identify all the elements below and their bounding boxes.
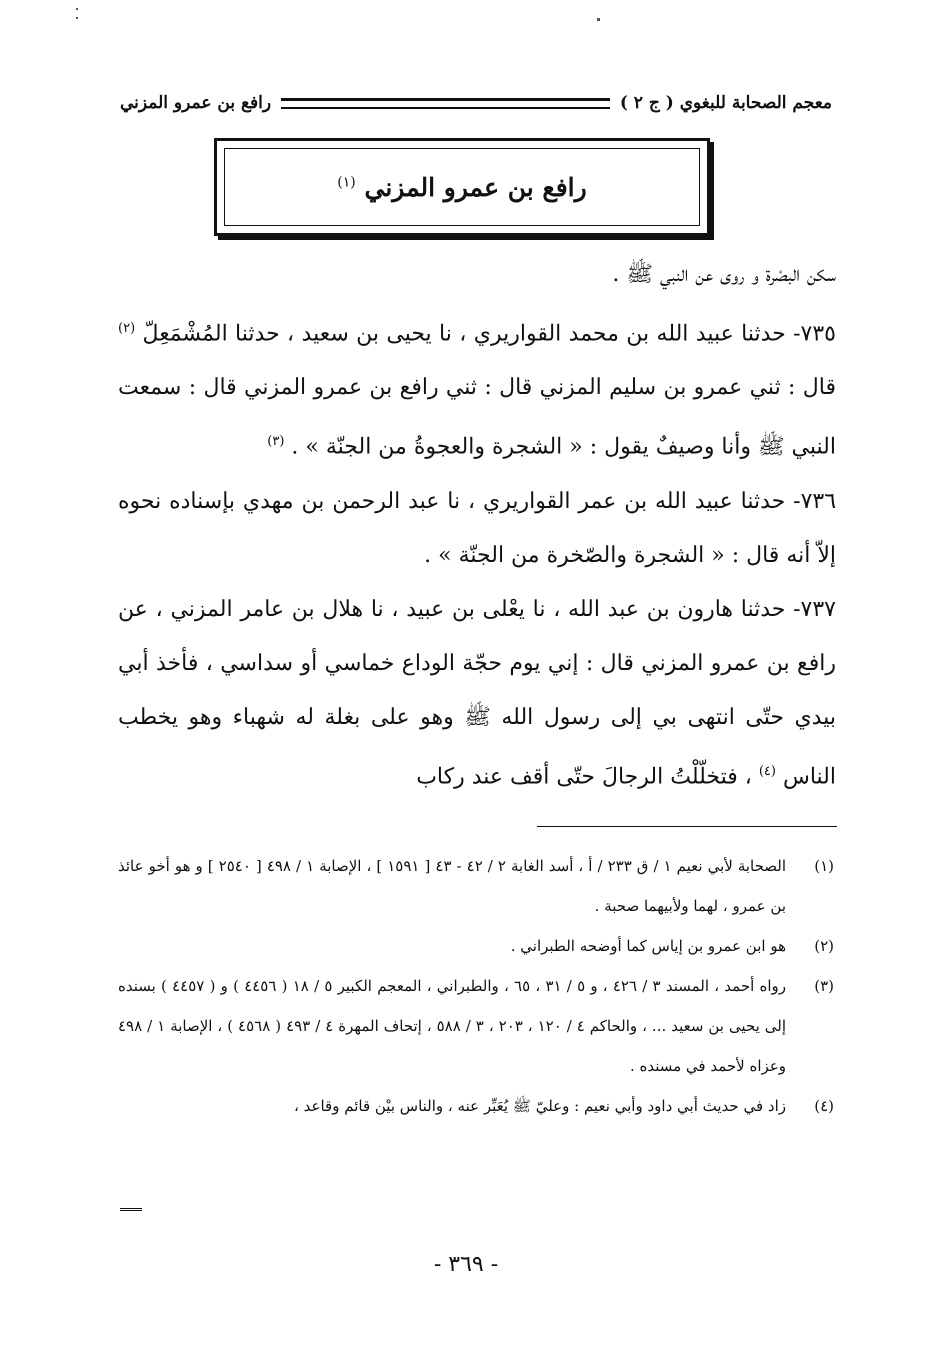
hadith-736: ٧٣٦- حدثنا عبيد الله بن عمر القواريري ، نا عبد الرحمن بن مهدي بإسناده نحوه إلاّ أنه قال : « الشجرة والصّخرة من الجنّة » . [118, 488, 837, 568]
footnote-text: الصحابة لأبي نعيم ١ / ق ٢٣٣ / أ ، أسد الغابة ٢ / ٤٢ - ٤٣ [ ١٥٩١ ] ، الإصابة ١ / ٤٩٨ [ ٢٥٤٠ ] و هو أخو عائذ بن عمرو ، لهما ولأبيهما صحبة . [118, 857, 787, 915]
header-rule [281, 98, 610, 109]
footnote-1 [118, 846, 834, 926]
footnote-3 [118, 966, 834, 1086]
page-number: - ٣٦٩ - [433, 1252, 499, 1277]
footnote-4 [118, 1086, 834, 1126]
footnote-ref: (١) [337, 174, 356, 191]
footnote-ref: (٤) [758, 763, 776, 779]
footnote-number: (١) [814, 857, 834, 875]
header-chapter-title: رافع بن عمرو المزني [120, 93, 272, 113]
main-text [118, 248, 836, 804]
footnote-separator [537, 826, 837, 827]
entry-title-box [214, 138, 710, 236]
footnote-text: زاد في حديث أبي داود وأبي نعيم : وعليّ ﷺ يُعَبِّر عنه ، والناس بيْن قائم وقاعد ، [294, 1097, 786, 1115]
scan-speck [597, 18, 600, 21]
intro-paragraph: سكن البصْرة و روى عن النبي ﷺ . [612, 262, 836, 287]
scan-speck [76, 8, 78, 10]
hadith-737-text-cont: ، فتخلّلْتُ الرجالَ حتّى أقف عند ركاب [416, 763, 752, 789]
footnote-ref: (٣) [267, 434, 285, 450]
hadith-735 [118, 302, 836, 475]
footnotes [118, 846, 834, 1126]
scan-speck [76, 17, 78, 19]
entry-title [337, 173, 586, 202]
entry-title-text: رافع بن عمرو المزني [364, 172, 587, 202]
running-header [120, 88, 832, 118]
footnote-number: (٤) [814, 1097, 834, 1115]
footnote-2 [118, 926, 834, 966]
hadith-737 [118, 583, 836, 804]
hadith-735-text: ٧٣٥- حدثنا عبيد الله بن محمد القواريري ، نا يحيى بن سعيد ، حدثنا المُشْمَعِلّ [142, 321, 836, 347]
continuation-mark [120, 1208, 142, 1211]
hadith-735-text-cont: قال : ثني عمرو بن سليم المزني قال : ثني رافع بن عمرو المزني قال : سمعت النبي ﷺ وأنا وصيفٌ يقول : « الشجرة والعجوةُ من الجنّة » . [118, 375, 836, 460]
footnote-text: رواه أحمد ، المسند ٣ / ٤٢٦ ، و ٥ / ٣١ ، ٦٥ ، والطبراني ، المعجم الكبير ٥ / ١٨ ( ٤٤٥٦ ) و ( ٤٤٥٧ ) بسنده إلى يحيى بن سعيد ... ، والحاكم ٤ / ١٢٠ ، ٢٠٣ ، ٣ / ٥٨٨ ، إتحاف المهرة ٤ / ٤٩٣ ( ٤٥٦٨ ) ، الإصابة ١ / ٤٩٨ وعزاه لأحمد في مسنده . [118, 977, 787, 1075]
footnote-text: هو ابن عمرو بن إياس كما أوضحه الطبراني . [510, 937, 786, 955]
hadith-737-text: ٧٣٧- حدثنا هارون بن عبد الله ، نا يعْلى بن عبيد ، نا هلال بن عامر المزني ، عن رافع بن عمرو المزني قال : إني يوم حجّة الوداع خماسي أو سداسي ، فأخذ أبي بيدي حتّى انتهى بي إلى رسول الله ﷺ وهو على بغلة له شهباء وهو يخطب الناس [118, 596, 836, 789]
footnote-number: (٣) [814, 977, 834, 995]
footnote-ref: (٢) [118, 321, 136, 336]
footnote-number: (٢) [814, 937, 834, 955]
header-book-title: معجم الصحابة للبغوي ( ج ٢ ) [619, 93, 832, 113]
